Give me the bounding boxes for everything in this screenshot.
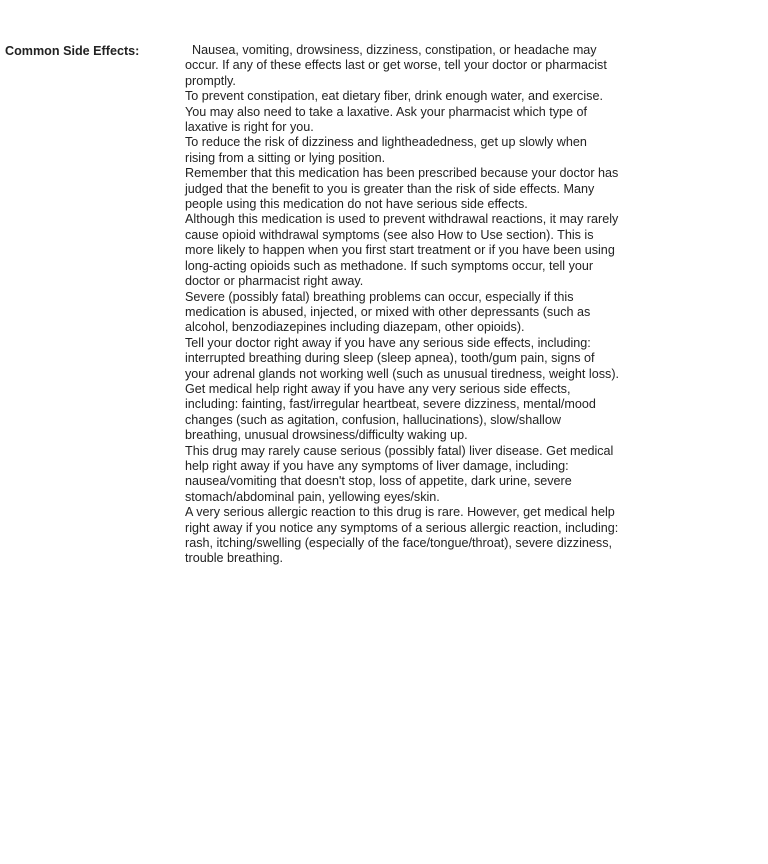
paragraph-common-effects: Nausea, vomiting, drowsiness, dizziness, constipation, or headache may occur. If any of these effects last or get worse, tell your doctor or pharmacist promptly. <box>185 43 607 88</box>
paragraph-allergic: A very serious allergic reaction to this drug is rare. However, get medical help right away if you notice any symptoms of a serious allergic reaction, including: rash, itching/swelling (especially of the face/tongue/throat), severe dizziness, trouble breathing. <box>185 505 619 566</box>
paragraph-dizziness: To reduce the risk of dizziness and lightheadedness, get up slowly when rising from a sitting or lying position. <box>185 135 587 165</box>
paragraph-constipation: To prevent constipation, eat dietary fiber, drink enough water, and exercise. You may also need to take a laxative. Ask your pharmacist which type of laxative is right for you. <box>185 89 603 135</box>
paragraph-liver: This drug may rarely cause serious (possibly fatal) liver disease. Get medical help right away if you have any symptoms of liver damage, including: nausea/vomiting that doesn't stop, loss of appetite, dark urine, severe stomach/abdominal pain, yellowing eyes/skin. <box>185 443 614 504</box>
paragraph-benefit: Remember that this medication has been prescribed because your doctor has judged that the benefit to you is greater than the risk of side effects. Many people using this medication do not have serious side effects. <box>185 166 619 212</box>
paragraph-serious-effects: Tell your doctor right away if you have any serious side effects, including: interrupted breathing during sleep (sleep apnea), tooth/gum pain, signs of your adrenal glands not working well (such as unusual tiredness, weight loss). <box>185 335 620 381</box>
section-label: Common Side Effects: <box>5 44 140 58</box>
section-content <box>185 43 619 567</box>
paragraph-withdrawal: Although this medication is used to prevent withdrawal reactions, it may rarely cause opioid withdrawal symptoms (see also How to Use section). This is more likely to happen when you first start treatment or if you have been using long-acting opioids such as methadone. If such symptoms occur, tell your doctor or pharmacist right away. <box>185 212 619 289</box>
paragraph-breathing: Severe (possibly fatal) breathing problems can occur, especially if this medication is abused, injected, or mixed with other depressants (such as alcohol, benzodiazepines including diazepam, other opioids). <box>185 289 591 335</box>
paragraph-very-serious-effects: Get medical help right away if you have any very serious side effects, including: fainting, fast/irregular heartbeat, severe dizziness, mental/mood changes (such as agitation, confusion, hallucinations), slow/shallow breathing, unusual drowsiness/difficulty waking up. <box>185 381 596 443</box>
